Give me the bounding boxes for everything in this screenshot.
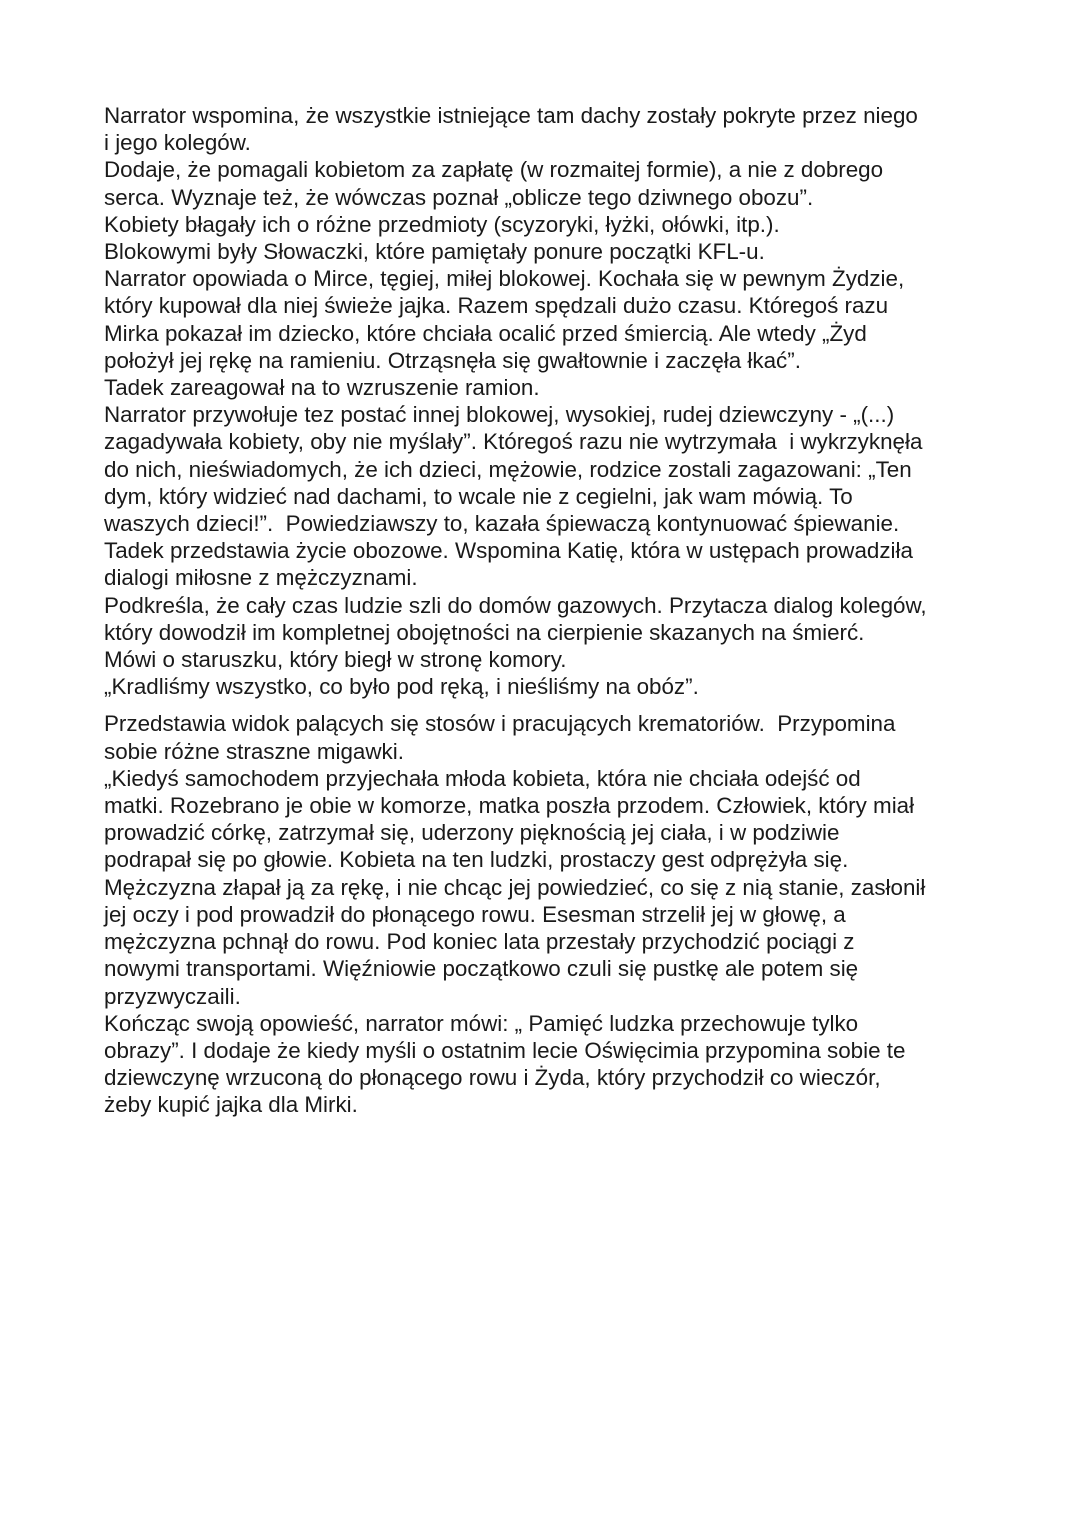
paragraph: „Kiedyś samochodem przyjechała młoda kobieta, która nie chciała odejść od matki. Rozebrano je obie w komorze, matka poszła przodem. Człowiek, który miał prowadzić córkę, zatrzymał się, uderzony pięknością jej ciała, i w podziwie podrapał się po głowie. Kobieta na ten ludzki, prostaczy gest odprężyła się. Mężczyzna złapał ją za rękę, i nie chcąc jej powiedzieć, co się z nią stanie, zasłonił jej oczy i pod prowadził do płonącego rowu. Esesman strzelił jej w głowę, a mężczyzna pchnął do rowu. Pod koniec lata przestały przychodzić pociągi z nowymi transportami. Więźniowie początkowo czuli się pustkę ale potem się przyzwyczaili. (104, 765, 926, 1009)
paragraph: Narrator opowiada o Mirce, tęgiej, miłej blokowej. Kochała się w pewnym Żydzie, który kupował dla niej świeże jajka. Razem spędzali dużo czasu. Któregoś razu Mirka pokazał im dziecko, które chciała ocalić przed śmiercią. Ale wtedy „Żyd położył jej rękę na ramieniu. Otrząsnęła się gwałtownie i zaczęła łkać”. (104, 266, 905, 373)
paragraph: „Kradliśmy wszystko, co było pod ręką, i nieśliśmy na obóz”. (104, 674, 699, 700)
paragraph: Narrator przywołuje tez postać innej blokowej, wysokiej, rudej dziewczyny - „(...) zagadywała kobiety, oby nie myślały”. Któregoś razu nie wytrzymała i wykrzyknęła do nich, nieświadomych, że ich dzieci, mężowie, rodzice zostali zagazowani: „Ten dym, który widzieć nad dachami, to wcale nie z cegielni, jak wam mówią. To waszych dzieci!”. Powiedziawszy to, kazała śpiewaczą kontynuować śpiewanie. (104, 402, 923, 537)
paragraph: Narrator wspomina, że wszystkie istniejące tam dachy zostały pokryte przez niego i jego kolegów. (104, 103, 918, 156)
paragraph: Blokowymi były Słowaczki, które pamiętały ponure początki KFL-u. (104, 239, 765, 265)
paragraph: Podkreśla, że cały czas ludzie szli do domów gazowych. Przytacza dialog kolegów, który dowodził im kompletnej obojętności na cierpienie skazanych na śmierć. (104, 592, 927, 645)
text-block-2 (104, 710, 994, 1118)
paragraph: Przedstawia widok palących się stosów i pracujących krematoriów. Przypomina sobie różne straszne migawki. (104, 711, 896, 764)
block-spacer (104, 700, 994, 710)
document-page (104, 102, 994, 1119)
paragraph: Tadek zareagował na to wzruszenie ramion. (104, 375, 540, 401)
paragraph: Mówi o staruszku, który biegł w stronę komory. (104, 647, 567, 673)
paragraph: Dodaje, że pomagali kobietom za zapłatę (w rozmaitej formie), a nie z dobrego serca. Wyznaje też, że wówczas poznał „oblicze tego dziwnego obozu”. (104, 157, 884, 210)
paragraph: Kobiety błagały ich o różne przedmioty (scyzoryki, łyżki, ołówki, itp.). (104, 211, 780, 237)
text-block-1 (104, 102, 994, 700)
paragraph: Tadek przedstawia życie obozowe. Wspomina Katię, która w ustępach prowadziła dialogi miłosne z mężczyznami. (104, 538, 913, 591)
paragraph: Kończąc swoją opowieść, narrator mówi: „ Pamięć ludzka przechowuje tylko obrazy”. I dodaje że kiedy myśli o ostatnim lecie Oświęcimia przypomina sobie te dziewczynę wrzuconą do płonącego rowu i Żyda, który przychodził co wieczór, żeby kupić jajka dla Mirki. (104, 1010, 906, 1118)
